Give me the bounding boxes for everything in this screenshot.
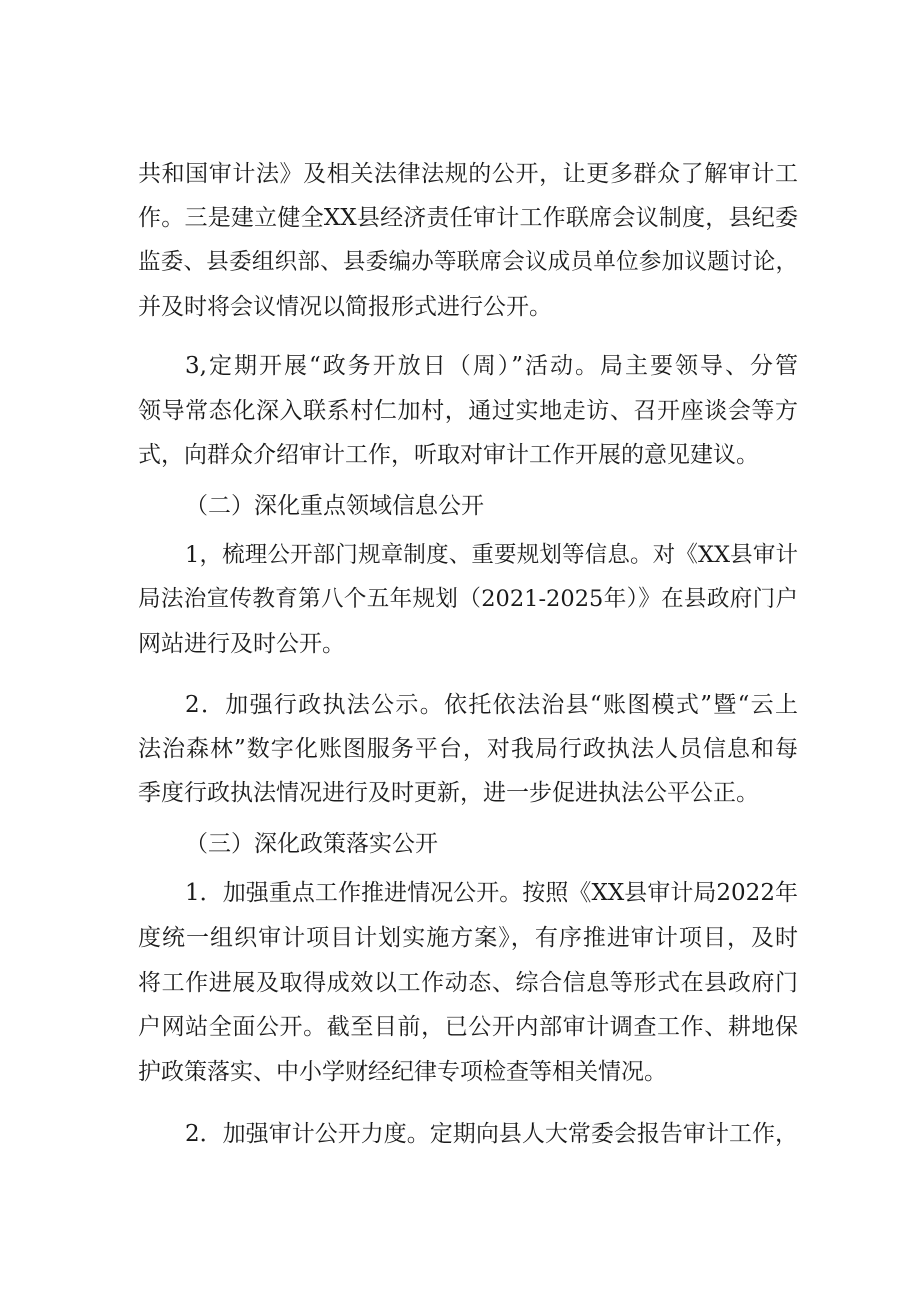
paragraph-line-21: 2．加强审计公开力度。定期向县人大常委会报告审计工作，: [185, 1121, 798, 1147]
paragraph-line-13: 法治森林”数字化账图服务平台，对我局行政执法人员信息和每: [138, 736, 798, 762]
paragraph-line-1: 共和国审计法》及相关法律法规的公开，让更多群众了解审计工: [138, 161, 798, 187]
paragraph-line-12: 2．加强行政执法公示。依托依法治县“账图模式”暨“云上: [185, 692, 798, 718]
paragraph-line-6: 领导常态化深入联系村仁加村，通过实地走访、召开座谈会等方: [138, 398, 798, 424]
paragraph-line-3: 监委、县委组织部、县委编办等联席会议成员单位参加议题讨论，: [138, 249, 798, 275]
paragraph-line-2: 作。三是建立健全XX县经济责任审计工作联席会议制度，县纪委: [138, 205, 798, 231]
paragraph-line-5: 3,定期开展“政务开放日（周）”活动。局主要领导、分管: [185, 353, 798, 379]
paragraph-line-14: 季度行政执法情况进行及时更新，进一步促进执法公平公正。: [138, 780, 759, 806]
paragraph-line-4: 并及时将会议情况以简报形式进行公开。: [138, 294, 552, 320]
paragraph-line-9: 1，梳理公开部门规章制度、重要规划等信息。对《XX县审计: [185, 542, 798, 568]
paragraph-line-17: 度统一组织审计项目计划实施方案》，有序推进审计项目，及时: [138, 925, 798, 951]
paragraph-line-20: 护政策落实、中小学财经纪律专项检查等相关情况。: [138, 1059, 667, 1085]
paragraph-line-10: 局法治宣传教育第八个五年规划（2021-2025年）》在县政府门户: [138, 586, 798, 612]
paragraph-line-7: 式，向群众介绍审计工作，听取对审计工作开展的意见建议。: [138, 442, 759, 468]
paragraph-line-11: 网站进行及时公开。: [138, 631, 345, 657]
paragraph-line-16: 1．加强重点工作推进情况公开。按照《XX县审计局2022年: [185, 880, 798, 906]
paragraph-line-19: 户网站全面公开。截至目前，已公开内部审计调查工作、耕地保: [138, 1014, 798, 1040]
paragraph-line-18: 将工作进展及取得成效以工作动态、综合信息等形式在县政府门: [138, 970, 798, 996]
section-heading-3: （三）深化政策落实公开: [185, 831, 438, 857]
section-heading-2: （二）深化重点领域信息公开: [185, 493, 484, 519]
